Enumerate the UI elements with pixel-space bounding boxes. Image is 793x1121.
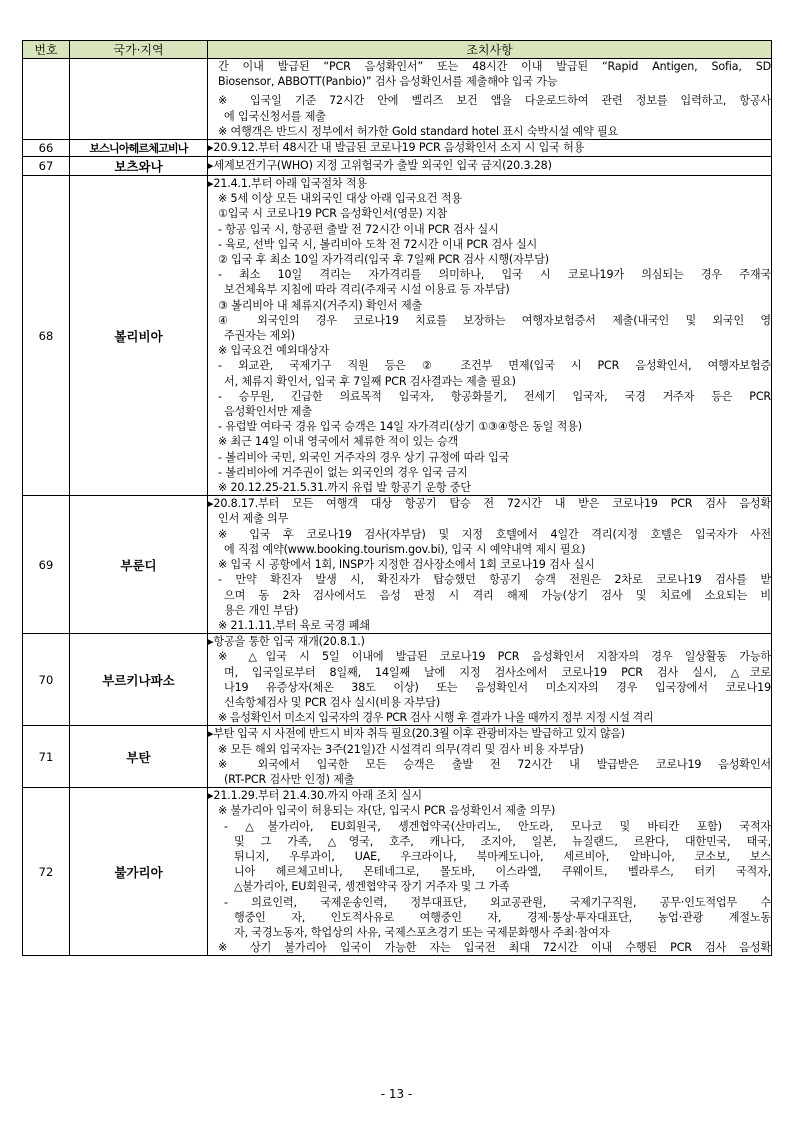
row-country: 보스니아헤르체고비나: [70, 140, 208, 157]
measure-line: ▸20.9.12.부터 48시간 내 발급된 코로나19 PCR 음성확인서 소지 시 입국 허용: [208, 141, 585, 155]
measure-line: ※ 5세 이상 모든 내외국인 대상 아래 입국요건 적용: [218, 192, 462, 206]
measure-line: ※ 외국에서 입국한 모든 승객은 출발 전 72시간 내 발급받은 코로나19 음성확인서: [218, 757, 771, 771]
table-row: [23, 496, 772, 634]
measure-line: - 육로, 선박 입국 시, 볼리비아 도착 전 72시간 이내 PCR 검사 실시: [218, 237, 538, 251]
table-header-row: [23, 41, 772, 59]
measure-line: 며, 입국일로부터 8일째, 14일째 날에 지정 검사소에서 코로나19 PCR 검사 실시, △코로: [224, 665, 771, 679]
measure-line: 및 그 가족, △영국, 호주, 캐나다, 조지아, 일본, 뉴질랜드, 르완다, 대한민국, 태국,: [234, 834, 771, 848]
measure-line: ※ 모든 해외 입국자는 3주(21일)간 시설격리 의무(격리 및 검사 비용 자부담): [218, 742, 584, 756]
measure-line: ※ 입국 시 공항에서 1회, INSP가 지정한 검사장소에서 1회 코로나19 검사 실시: [218, 558, 595, 572]
row-measures: [208, 59, 772, 140]
measure-line: ▸21.1.29.부터 21.4.30.까지 아래 조치 실시: [208, 789, 422, 803]
measure-line: - △불가리아, EU회원국, 솅겐협약국(산마리노, 안도라, 모나코 및 바티칸 포함) 국적자: [224, 819, 771, 833]
row-country: 볼리비아: [70, 176, 208, 496]
measure-line: ▸20.8.17.부터 모든 여행객 대상 항공기 탑승 전 72시간 내 받은 코로나19 PCR 검사 음성확: [208, 497, 771, 511]
measure-line: ※ 입국일 기준 72시간 안에 벨리즈 보건 앱을 다운로드하여 관련 정보를 입력하고, 항공사: [218, 94, 771, 108]
measure-line: ※ △입국 시 5일 이내에 발급된 코로나19 PCR 음성확인서 지참자의 경우 일상활동 가능하: [218, 650, 771, 664]
measure-line: - 볼리비아 국민, 외국인 거주자의 경우 상기 규정에 따라 입국: [218, 450, 510, 464]
measure-line: △불가리아, EU회원국, 솅겐협약국 장기 거주자 및 그 가족: [234, 880, 510, 894]
row-country: 부룬디: [70, 496, 208, 634]
table-row: [23, 157, 772, 176]
row-measures: [208, 634, 772, 726]
measure-line: ③ 볼리비아 내 체류지(거주지) 확인서 제출: [218, 298, 423, 312]
measure-line: - 외교관, 국제기구 직원 등은 ② 조건부 면제(입국 시 PCR 음성확인서, 여행자보험증: [218, 359, 771, 373]
measure-line: - 최소 10일 격리는 자가격리를 의미하나, 입국 시 코로나19가 의심되는 경우 주재국: [218, 268, 771, 282]
measure-line: ※ 여행객은 반드시 정부에서 허가한 Gold standard hotel 표시 숙박시설 예약 필요: [218, 124, 619, 138]
measure-line: ※ 최근 14일 이내 영국에서 체류한 적이 있는 승객: [218, 435, 459, 449]
measures-table: [22, 40, 772, 956]
header-measures: 조치사항: [208, 41, 772, 59]
measure-line: 나19 유증상자(체온 38도 이상) 또는 음성확인서 미소지자의 경우 입국장에서 코로나19: [224, 680, 771, 694]
row-measures: [208, 176, 772, 496]
measure-line: ※ 불가리아 입국이 허용되는 자(단, 입국시 PCR 음성확인서 제출 의무): [218, 804, 556, 818]
row-country: 불가리아: [70, 788, 208, 956]
table-row: [23, 140, 772, 157]
page-number: - 13 -: [380, 1087, 413, 1101]
table-row: [23, 634, 772, 726]
measure-line: 음성확인서만 제출: [224, 405, 312, 419]
measure-line: ▸항공을 통한 입국 재개(20.8.1.): [208, 635, 365, 649]
row-number: [23, 59, 70, 140]
measure-line: 간 이내 발급된 “PCR 음성확인서” 또는 48시간 이내 발급된 “Rapid Antigen, Sofia, SD: [218, 60, 771, 73]
measure-line: ④ 외국인의 경우 코로나19 치료를 보장하는 여행자보험증서 제출(내국인 및 외국인 영: [218, 313, 771, 327]
row-number: 70: [23, 634, 70, 726]
measure-line: 으며 동 2차 검사에서도 음성 판정 시 격리 해제 가능(상기 검사 및 치료에 소요되는 비: [224, 588, 771, 602]
measure-line: ※ 상기 불가리아 입국이 가능한 자는 입국전 최대 72시간 이내 수행된 PCR 검사 음성확: [218, 941, 771, 955]
measure-line: Biosensor, ABBOTT(Panbio)” 검사 음성확인서를 제출해야 입국 가능: [218, 75, 558, 89]
row-number: 68: [23, 176, 70, 496]
measure-line: ①입국 시 코로나19 PCR 음성확인서(영문) 지참: [218, 207, 448, 221]
row-country: 부탄: [70, 726, 208, 788]
row-country: [70, 59, 208, 140]
measure-line: 보건체육부 지침에 따라 격리(주재국 시설 이용료 등 자부담): [224, 283, 510, 297]
row-number: 66: [23, 140, 70, 157]
measure-line: 니아 헤르체고비나, 몬테네그로, 몰도바, 이스라엘, 쿠웨이트, 벨라루스, 터키 국적자,: [234, 865, 771, 879]
measure-line: 에 직접 예약(www.booking.tourism.gov.bi), 입국 시 예약내역 제시 필요): [224, 542, 586, 556]
measure-line: - 유럽발 여타국 경유 입국 승객은 14일 자가격리(상기 ①③④항은 동일 적용): [218, 420, 582, 434]
row-number: 67: [23, 157, 70, 176]
measure-line: (RT-PCR 검사만 인정) 제출: [224, 772, 355, 786]
measure-line: 행중인 자, 인도적사유로 여행중인 자, 경제·통상·투자대표단, 농업·관광 계절노동: [234, 910, 771, 924]
measure-line: ▸21.4.1.부터 아래 입국절차 적용: [208, 177, 367, 191]
row-number: 71: [23, 726, 70, 788]
row-number: 69: [23, 496, 70, 634]
measure-line: - 의료인력, 국제운송인력, 정부대표단, 외교공관원, 국제기구직원, 공무·인도적업무 수: [224, 895, 771, 909]
header-country: 국가·지역: [70, 41, 208, 59]
measure-line: 에 입국신청서를 제출: [224, 109, 326, 123]
table-row: [23, 726, 772, 788]
measure-line: 튀니지, 우루과이, UAE, 우크라이나, 북마케도니아, 세르비아, 알바니아, 코소보, 보스: [234, 849, 771, 863]
table-row: [23, 788, 772, 956]
measure-line: ※ 21.1.11.부터 육로 국경 폐쇄: [218, 618, 370, 632]
measure-line: ※ 20.12.25-21.5.31.까지 유럽 발 항공기 운항 중단: [218, 481, 471, 495]
measure-line: ② 입국 후 최소 10일 자가격리(입국 후 7일째 PCR 검사 시행(자부담): [218, 253, 549, 267]
row-measures: [208, 788, 772, 956]
measure-line: ▸부탄 입국 시 사전에 반드시 비자 취득 필요(20.3월 이후 관광비자는 발급하고 있지 않음): [208, 727, 625, 741]
row-measures: [208, 496, 772, 634]
measure-line: - 승무원, 긴급한 의료목적 입국자, 항공화물기, 전세기 입국자, 국경 거주자 등은 PCR: [218, 389, 771, 403]
row-country: 부르키나파소: [70, 634, 208, 726]
header-number: 번호: [23, 41, 70, 59]
measure-line: ▸세계보건기구(WHO) 지정 고위험국가 출발 외국인 입국 금지(20.3.28): [208, 159, 552, 173]
measure-line: - 만약 확진자 발생 시, 확진자가 탑승했던 항공기 승객 전원은 2차로 코로나19 검사를 받: [218, 573, 771, 587]
table-row: [23, 176, 772, 496]
measure-line: 주권자는 제외): [224, 329, 295, 343]
measure-line: ※ 입국 후 코로나19 검사(자부담) 및 지정 호텔에서 4일간 격리(지정 호텔은 입국자가 사전: [218, 527, 771, 541]
measure-line: 서, 체류지 확인서, 입국 후 7일째 PCR 검사결과는 제출 필요): [224, 374, 516, 388]
measure-line: 용은 개인 부담): [224, 603, 299, 617]
table-row: [23, 59, 772, 140]
measure-line: 신속항체검사 및 PCR 검사 실시(비용 자부담): [224, 695, 440, 709]
measure-line: - 볼리비아에 거주권이 없는 외국인의 경우 입국 금지: [218, 465, 468, 479]
row-measures: [208, 726, 772, 788]
measure-line: ※ 입국요건 예외대상자: [218, 344, 329, 358]
measure-line: 자, 국경노동자, 학업상의 사유, 국제스포츠경기 또는 국제문화행사 주최·참여자: [234, 925, 610, 939]
row-measures: [208, 157, 772, 176]
row-country: 보츠와나: [70, 157, 208, 176]
measure-line: 인서 제출 의무: [218, 512, 289, 526]
row-measures: [208, 140, 772, 157]
measure-line: ※ 음성확인서 미소지 입국자의 경우 PCR 검사 시행 후 결과가 나올 때까지 정부 지정 시설 격리: [218, 711, 654, 725]
row-number: 72: [23, 788, 70, 956]
measure-line: - 항공 입국 시, 항공편 출발 전 72시간 이내 PCR 검사 실시: [218, 222, 499, 236]
